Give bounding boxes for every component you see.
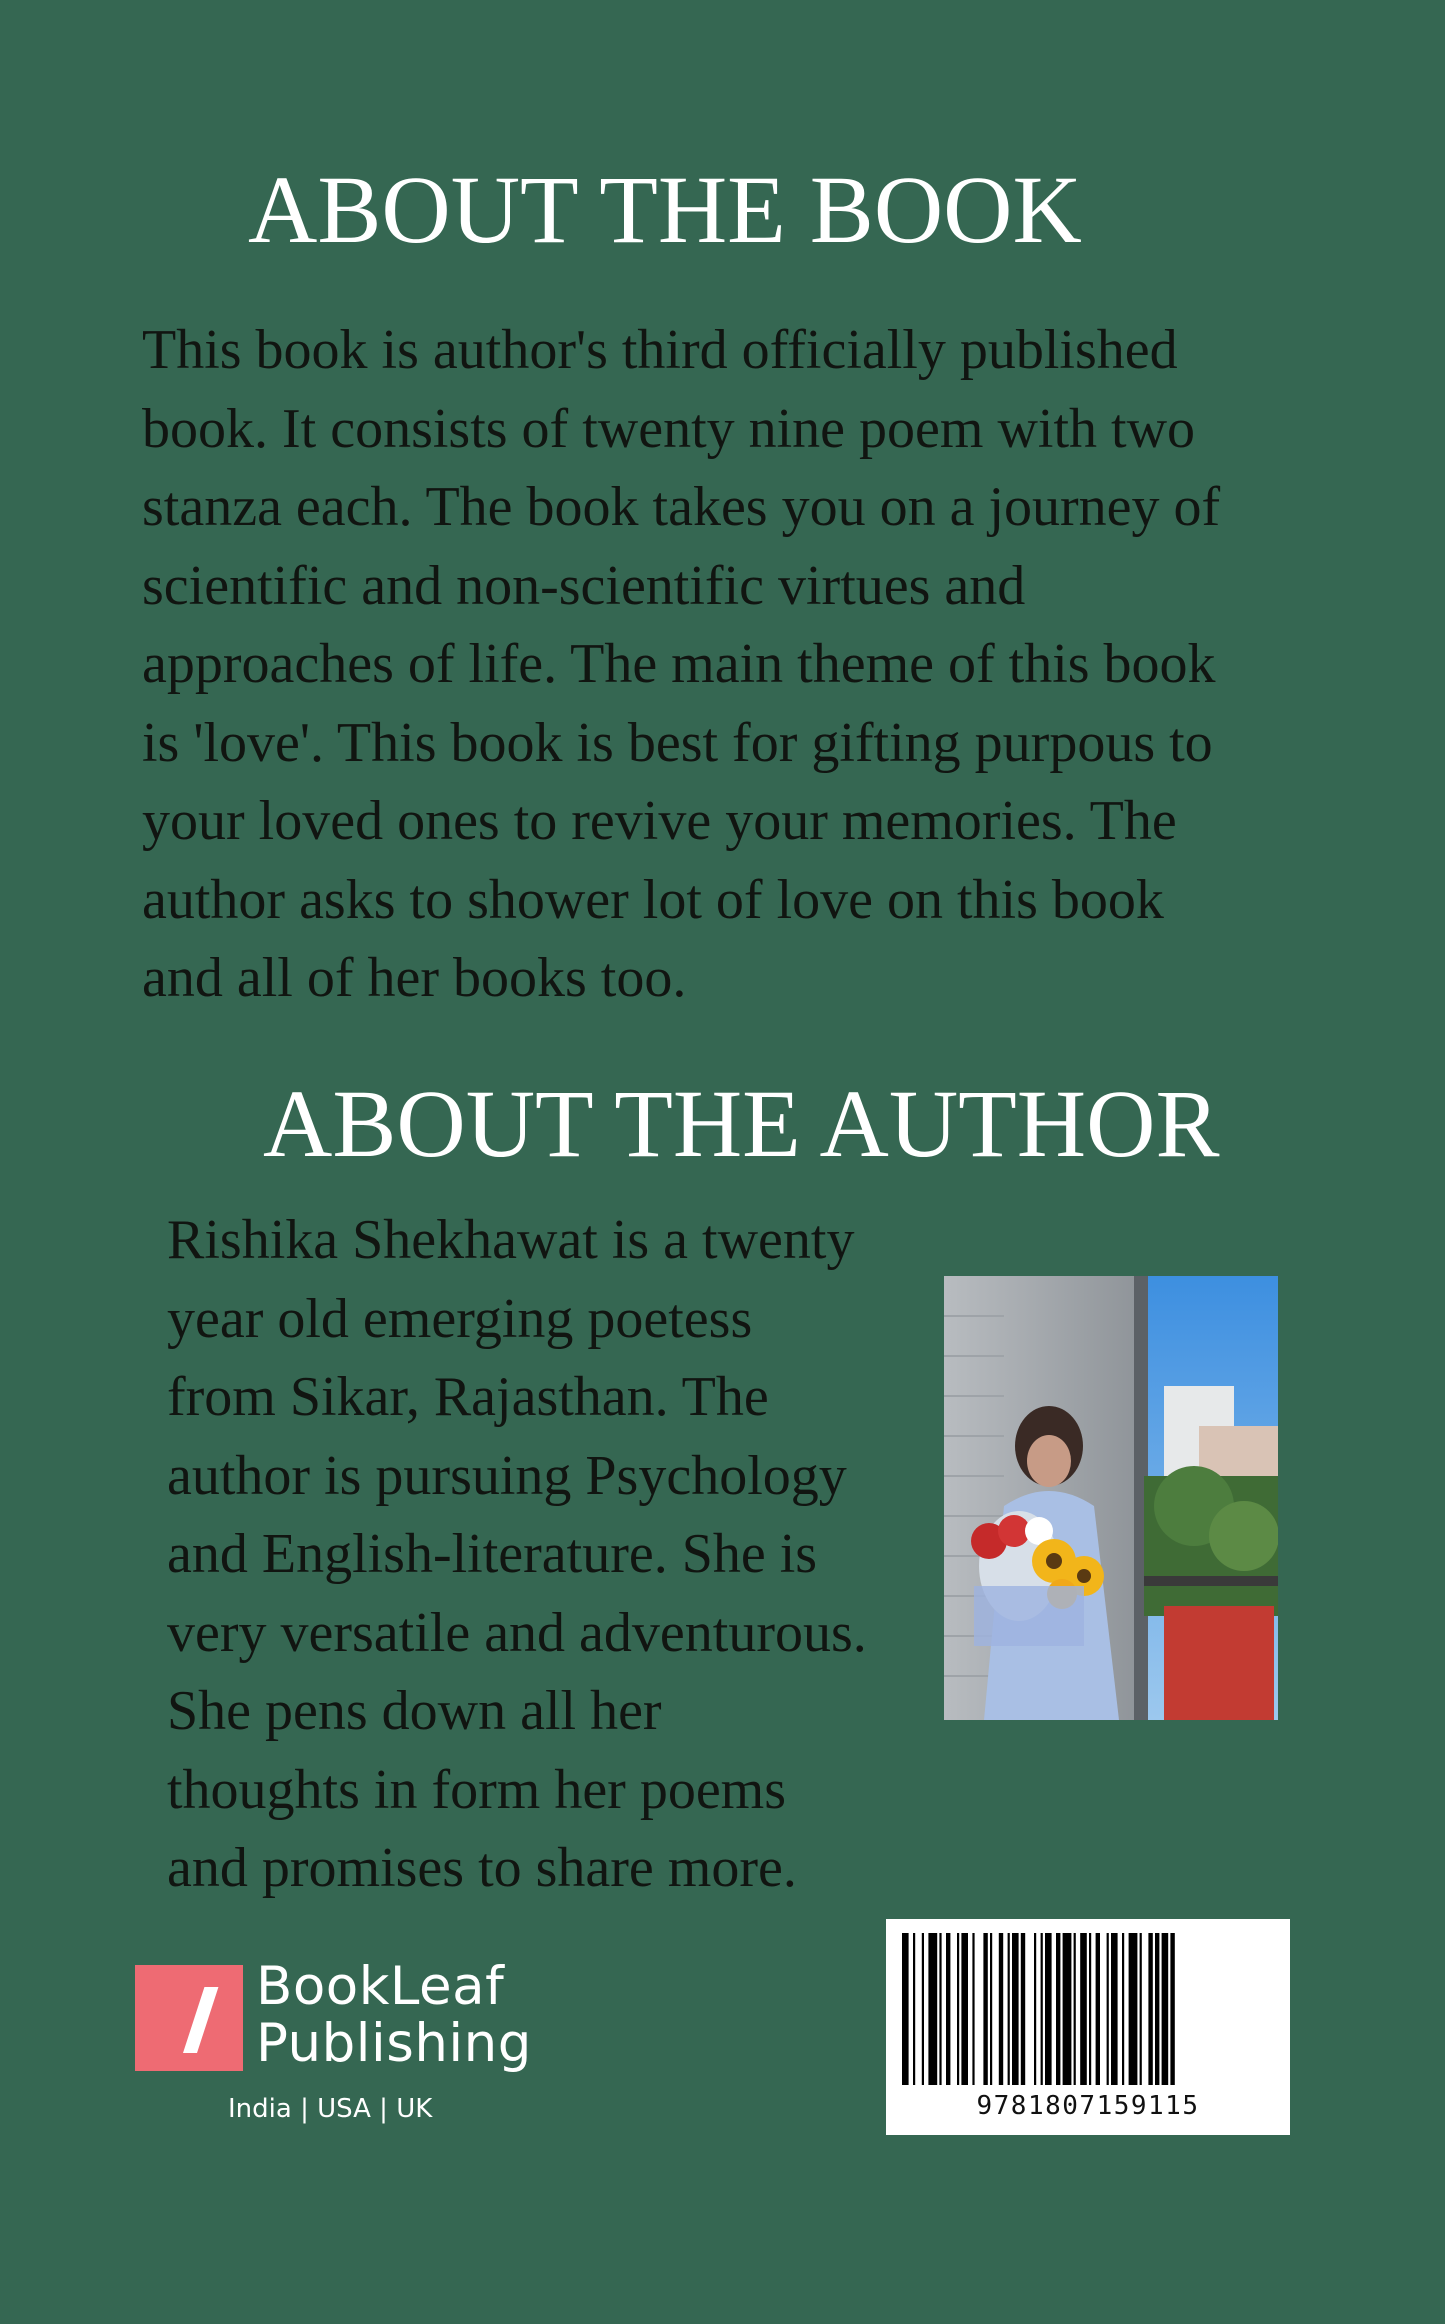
about-author-line: and English-literature. She is — [167, 1523, 818, 1585]
barcode-bar — [1111, 1933, 1118, 2085]
about-book-line: approaches of life. The main theme of this book — [142, 633, 1216, 695]
barcode-bar — [1148, 1933, 1152, 2085]
barcode-bar — [961, 1933, 968, 2085]
barcode-bar — [1008, 1933, 1010, 2085]
author-photo-illustration — [944, 1276, 1278, 1720]
barcode-bar — [1155, 1933, 1159, 2085]
about-book-line: book. It consists of twenty nine poem with two — [142, 397, 1196, 460]
barcode-bar — [1129, 1933, 1138, 2085]
barcode-bar — [1063, 1933, 1072, 2085]
about-book-line: author asks to shower lot of love on this book — [142, 868, 1164, 931]
publisher-regions: India | USA | UK — [228, 2094, 433, 2124]
barcode-bar — [1089, 1933, 1091, 2085]
barcode-bar — [922, 1933, 924, 2085]
barcode-bar — [1170, 1933, 1174, 2085]
slash-icon — [135, 1965, 243, 2071]
about-book-line: is 'love'. This book is best for gifting purpous to — [142, 711, 1213, 774]
barcode-bar — [939, 1933, 941, 2085]
barcode-bar — [999, 1933, 1003, 2085]
publisher-logo — [135, 1956, 535, 2140]
barcode-bar — [1080, 1933, 1087, 2085]
barcode-bar — [983, 1933, 987, 2085]
barcode-bar — [913, 1933, 915, 2085]
barcode-bar — [902, 1933, 909, 2085]
about-author-line: very versatile and adventurous. — [167, 1601, 867, 1664]
isbn-barcode — [886, 1919, 1290, 2135]
about-author-line: year old emerging poetess — [167, 1287, 753, 1350]
barcode-bar — [1021, 1933, 1025, 2085]
barcode-bar — [990, 1933, 992, 2085]
barcode-bar — [1045, 1933, 1052, 2085]
about-book-line: scientific and non-scientific virtues and — [142, 554, 1026, 617]
about-book-text — [142, 311, 1322, 1018]
about-book-line: and all of her books too. — [142, 947, 687, 1009]
barcode-bar — [1140, 1933, 1142, 2085]
barcode-bar — [1096, 1933, 1100, 2085]
barcode-bar — [972, 1933, 974, 2085]
about-book-line: This book is author's third officially published — [142, 319, 1178, 381]
barcode-bar — [1122, 1933, 1124, 2085]
about-author-heading: ABOUT THE AUTHOR — [263, 1070, 1220, 1177]
barcode-bar — [1074, 1933, 1076, 2085]
about-author-line: Rishika Shekhawat is a twenty — [167, 1209, 855, 1271]
about-author-line: author is pursuing Psychology — [167, 1444, 847, 1507]
about-author-line: She pens down all her — [167, 1680, 662, 1742]
barcode-bar — [1012, 1933, 1019, 2085]
barcode-bar — [957, 1933, 959, 2085]
barcode-bar — [1034, 1933, 1036, 2085]
barcode-bar — [1107, 1933, 1109, 2085]
about-author-line: and promises to share more. — [167, 1837, 797, 1899]
about-author-line: from Sikar, Rajasthan. The — [167, 1366, 769, 1428]
about-book-line: your loved ones to revive your memories. The — [142, 790, 1177, 852]
isbn-number: 9781807159115 — [976, 2091, 1200, 2121]
barcode-bar — [928, 1933, 937, 2085]
about-book-heading: ABOUT THE BOOK — [248, 156, 1082, 263]
author-photo — [944, 1276, 1278, 1720]
barcode-bar — [946, 1933, 950, 2085]
barcode-bar — [1056, 1933, 1060, 2085]
about-book-line: stanza each. The book takes you on a journey of — [142, 476, 1221, 538]
barcode-bar — [1162, 1933, 1169, 2085]
slash-glyph — [183, 1987, 218, 2053]
publisher-name-line1: BookLeaf — [256, 1956, 505, 2017]
barcode-bar — [1041, 1933, 1043, 2085]
about-author-line: thoughts in form her poems — [167, 1758, 787, 1821]
about-author-text — [167, 1201, 927, 1908]
publisher-name-line2: Publishing — [256, 2013, 532, 2074]
